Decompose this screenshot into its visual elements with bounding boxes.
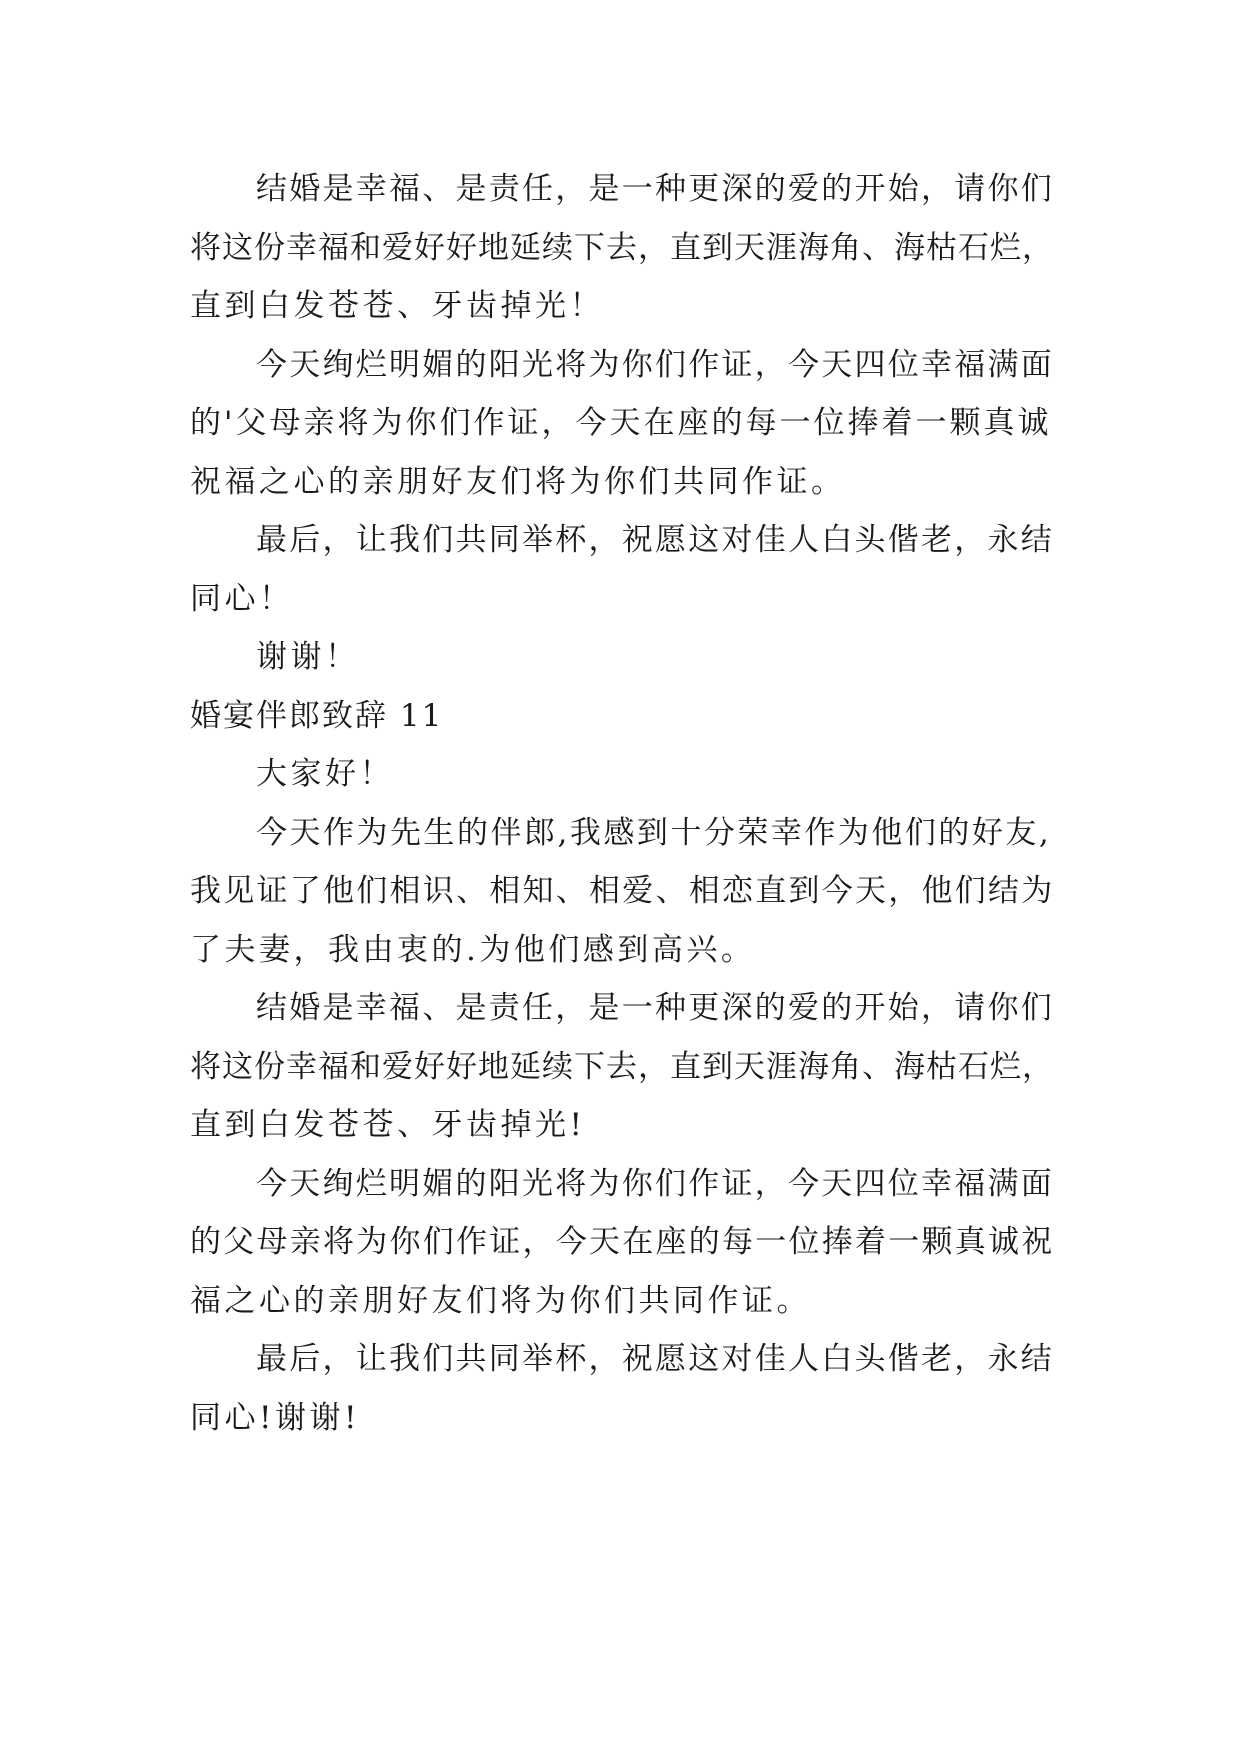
paragraph-line: 祝福之心的亲朋好友们将为你们共同作证。 bbox=[190, 463, 846, 500]
paragraph-line: 了夫妻，我由衷的.为他们感到高兴。 bbox=[190, 931, 756, 968]
paragraph-line: 将这份幸福和爱好好地延续下去，直到天涯海角、海枯石烂， bbox=[190, 229, 1054, 266]
paragraph-line: 结婚是幸福、是责任，是一种更深的爱的开始，请你们 bbox=[256, 990, 1054, 1026]
paragraph-line: 的'父母亲将为你们作证，今天在座的每一位捧着一颗真诚 bbox=[190, 405, 1052, 441]
paragraph-line: 同心！ bbox=[190, 580, 294, 617]
document-page bbox=[190, 160, 1055, 1447]
paragraph-line: 我见证了他们相识、相知、相爱、相恋直到今天，他们结为 bbox=[190, 873, 1055, 909]
paragraph-line: 谢谢！ bbox=[256, 639, 360, 675]
paragraph-line: 大家好！ bbox=[256, 756, 394, 792]
paragraph-line: 今天绚烂明媚的阳光将为你们作证，今天四位幸福满面 bbox=[256, 1165, 1054, 1202]
paragraph-line: 最后，让我们共同举杯，祝愿这对佳人白头偕老，永结 bbox=[256, 1341, 1054, 1377]
paragraph-line: 最后，让我们共同举杯，祝愿这对佳人白头偕老，永结 bbox=[256, 522, 1054, 558]
section-heading: 婚宴伴郎致辞 11 bbox=[190, 697, 444, 734]
paragraph-line: 今天作为先生的伴郎,我感到十分荣幸作为他们的好友, bbox=[256, 814, 1052, 851]
paragraph-line: 将这份幸福和爱好好地延续下去，直到天涯海角、海枯石烂， bbox=[190, 1048, 1054, 1085]
paragraph-line: 福之心的亲朋好友们将为你们共同作证。 bbox=[190, 1282, 811, 1319]
paragraph-line: 直到白发苍苍、牙齿掉光! bbox=[190, 1107, 586, 1143]
paragraph-line: 结婚是幸福、是责任，是一种更深的爱的开始，请你们 bbox=[256, 171, 1054, 207]
paragraph-line: 直到白发苍苍、牙齿掉光！ bbox=[190, 288, 604, 324]
paragraph-line: 今天绚烂明媚的阳光将为你们作证，今天四位幸福满面 bbox=[256, 346, 1054, 383]
paragraph-line: 的父母亲将为你们作证，今天在座的每一位捧着一颗真诚祝 bbox=[190, 1224, 1055, 1260]
paragraph-line: 同心!谢谢! bbox=[190, 1399, 360, 1436]
